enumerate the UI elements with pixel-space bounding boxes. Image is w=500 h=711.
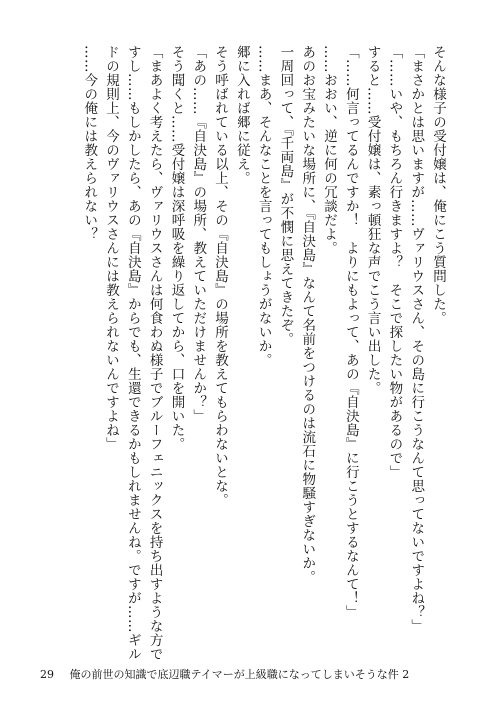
text-line: ドの規則上、今のヴァリウスさんには教えられないんですよね」: [103, 45, 120, 451]
text-line: 「……いや、もちろん行きますよ？ そこで探したい物があるので」: [386, 45, 403, 479]
text-line: 一周回って、『千両島』が不憫に思えてきたぞ。: [277, 45, 294, 347]
text-line: 郷に入れば郷に従え。: [233, 45, 250, 185]
text-line: そう聞くと……受付嬢は深呼吸を繰り返してから、口を開いた。: [168, 45, 185, 451]
text-line: 「……何言ってるんですか！ よりにもよって、あの『自決島』に行こうとするなんて！」: [342, 45, 359, 619]
text-line: ……まあ、そんなことを言ってもしょうがないか。: [255, 45, 272, 367]
text-line: あのお宝みたいな場所に、『自決島』なんて名前をつけるのは流石に物騒すぎないか。: [299, 45, 316, 585]
body-text: [52, 45, 448, 661]
text-line: すし……もしかしたら、あの『自決島』からでも、生還できるかもしれませんね。ですが……ギル: [124, 45, 141, 661]
page-number: 29: [40, 668, 54, 681]
text-line: そう呼ばれている以上、その『自決島』の場所を教えてもらわないとな。: [212, 45, 229, 507]
text-line: そんな様子の受付嬢は、俺にこう質問した。: [430, 45, 446, 325]
text-line: 「まあよく考えたら、ヴァリウスさんは何食わぬ様子でブルーフェニックスを持ち出すような方で: [146, 45, 163, 661]
text-line: 「まさかとは思いますが……ヴァリウスさん、その島に行こうなんて思ってないですよね？」: [408, 45, 425, 633]
text-line: ……今の俺には教えられない？: [81, 45, 98, 241]
page-footer: [40, 666, 409, 682]
text-line: ……おおい、逆に何の冗談だよ。: [321, 45, 338, 255]
book-title: 俺の前世の知識で底辺職テイマーが上級職になってしまいそうな件 2: [69, 668, 410, 681]
text-line: すると……受付嬢は、素っ頓狂な声でこう言い出した。: [364, 45, 381, 395]
text-line: 「あの……『自決島』の場所、教えていただけませんか？」: [190, 45, 207, 423]
